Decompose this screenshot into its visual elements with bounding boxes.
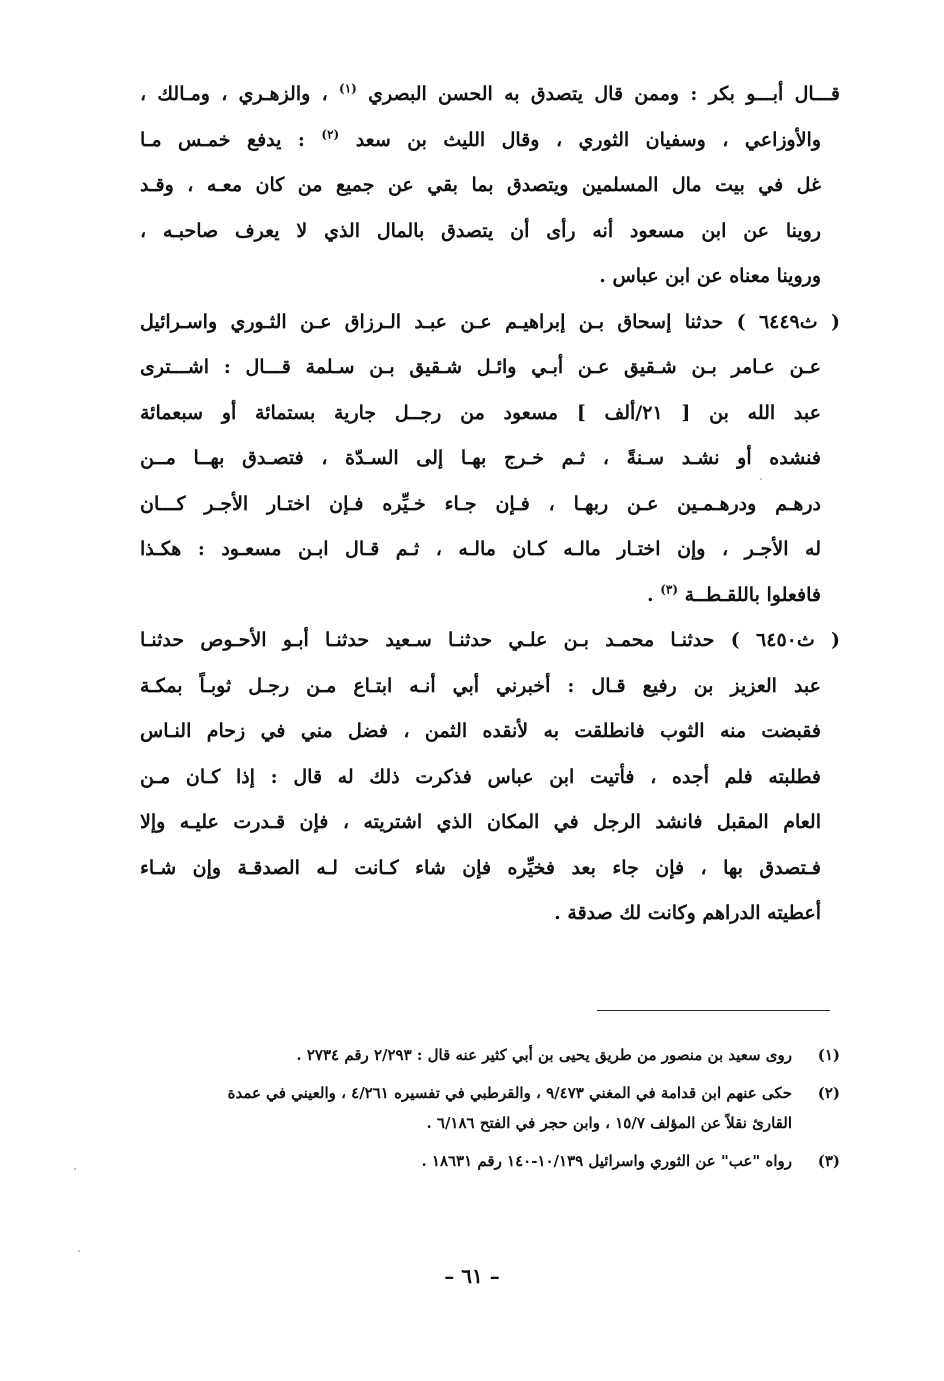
footnote-3 <box>140 1146 840 1176</box>
text-line: أعطيته الدراهم وكانت لك صدقة . <box>554 902 821 924</box>
footnote-text: روى سعيد بن منصور من طريق يحيى بن أبي كثير عنه قال : ٢/٢٩٣ رقم ٢٧٣٤ . <box>296 1046 792 1064</box>
footnote-number: (٢) <box>817 1084 840 1102</box>
footnote-ref-3[interactable]: (٣) <box>660 582 679 597</box>
footnote-separator <box>597 1010 830 1011</box>
text-line: عبد الله بن [ ٢١/ألف ] مسعود من رجــل جارية بستمائة أو سبعمائة <box>140 401 821 424</box>
text-line: فطلبته فلم أجده ، فأتيت ابن عباس فذكرت ذلك له قال : إذا كـان مـن <box>140 765 821 788</box>
footnote-number: (١) <box>817 1046 840 1064</box>
page-number: – ٦١ – <box>444 1264 500 1288</box>
footnote-1 <box>140 1040 840 1070</box>
scan-speck <box>74 1168 76 1170</box>
footnote-2 <box>140 1078 840 1138</box>
footnote-ref-1[interactable]: (١) <box>339 81 357 96</box>
text-line: فـتصدق بها ، فإن جاء بعد فخيِّره فإن شاء كـانت لـه الصدقـة وإن شـاء <box>140 856 821 879</box>
text-line: غل في بيت مال المسلمين ويتصدق بما بقي عن جميع من كان معـه ، وقـد <box>140 174 821 196</box>
text-line: فنشده أو نشـد سـنةً ، ثـم خـرج بهـا إلى السـدّة ، فتصـدق بهــا مــن <box>140 447 821 469</box>
paragraph-1 <box>140 72 840 300</box>
text-line: ( ث٦٤٥٠ ) حدثنـا محمـد بـن علـي حدثنـا سـعيد حدثنـا أبـو الأحـوص حدثنـا <box>140 629 840 651</box>
footnote-text: حكى عنهم ابن قدامة في المغني ٩/٤٧٣ ، والقرطبي في تفسيره ٤/٢٦١ ، والعيني في عمدة القارئ نقلاً عن المؤلف ١٥/٧ ، وابن حجر في الفتح ٦/١٨٦ . <box>227 1084 792 1132</box>
footnote-text: رواه "عب" عن الثوري واسرائيل ١٠/١٣٩-١٤٠ رقم ١٨٦٣١ . <box>421 1152 792 1170</box>
text-line: قـــال أبـــو بكر : وممن قال يتصدق به الحسن البصري $^{(١)}$ ، والزهـري ، ومـالك ، <box>140 81 840 105</box>
main-text <box>140 72 840 937</box>
footnote-ref-2[interactable]: (٢) <box>321 127 340 142</box>
text-line: له الأجـر ، وإن اختـار مالـه كـان مالـه ، ثـم قـال ابـن مسعـود : هكـذا <box>140 538 821 560</box>
text-line: فقبضت منه الثوب فانطلقت به لأنقده الثمن ، فضل مني في زحام النـاس <box>140 720 821 742</box>
hadith-6449 <box>140 300 840 619</box>
text-line: درهـم ودرهـمـين عـن ربهـا ، فـإن جـاء خـيِّره فـإن اختـار الأجـر كـــان <box>140 492 821 515</box>
hadith-6450 <box>140 618 840 937</box>
scan-speck <box>760 478 762 480</box>
text-line: عـن عـامر بـن شـقيق عـن أبـي وائـل شـقيق بـن سـلمة قـــال : اشـــترى <box>140 356 821 378</box>
text-line: عبد العزيز بن رفيع قـال : أخبرني أبي أنـه ابتـاع مـن رجـل ثوبـاً بمكـة <box>140 674 821 697</box>
text-line: روينا عن ابن مسعود أنه رأى أن يتصدق بالمال الذي لا يعرف صاحبـه ، <box>140 219 821 242</box>
text-line: العام المقبل فانشد الرجل في المكان الذي اشتريته ، فإن قـدرت عليـه وإلا <box>140 811 821 833</box>
footnotes <box>140 1040 840 1184</box>
footnote-number: (٣) <box>817 1152 840 1170</box>
text-line: ( ث٦٤٤٩ ) حدثنا إسحاق بـن إبراهيـم عـن عبـد الـرزاق عـن الثـوري واسـرائيل <box>140 310 840 333</box>
text-line: فافعلوا باللقـطــة $^{(٣)}$ . <box>646 582 821 606</box>
text-line: والأوزاعي ، وسفيان الثوري ، وقال الليث بن سعد $^{(٢)}$ : يدفع خمـس مـا <box>140 127 821 151</box>
text-line: وروينا معناه عن ابن عباس . <box>599 265 821 287</box>
scan-speck <box>78 1250 80 1252</box>
